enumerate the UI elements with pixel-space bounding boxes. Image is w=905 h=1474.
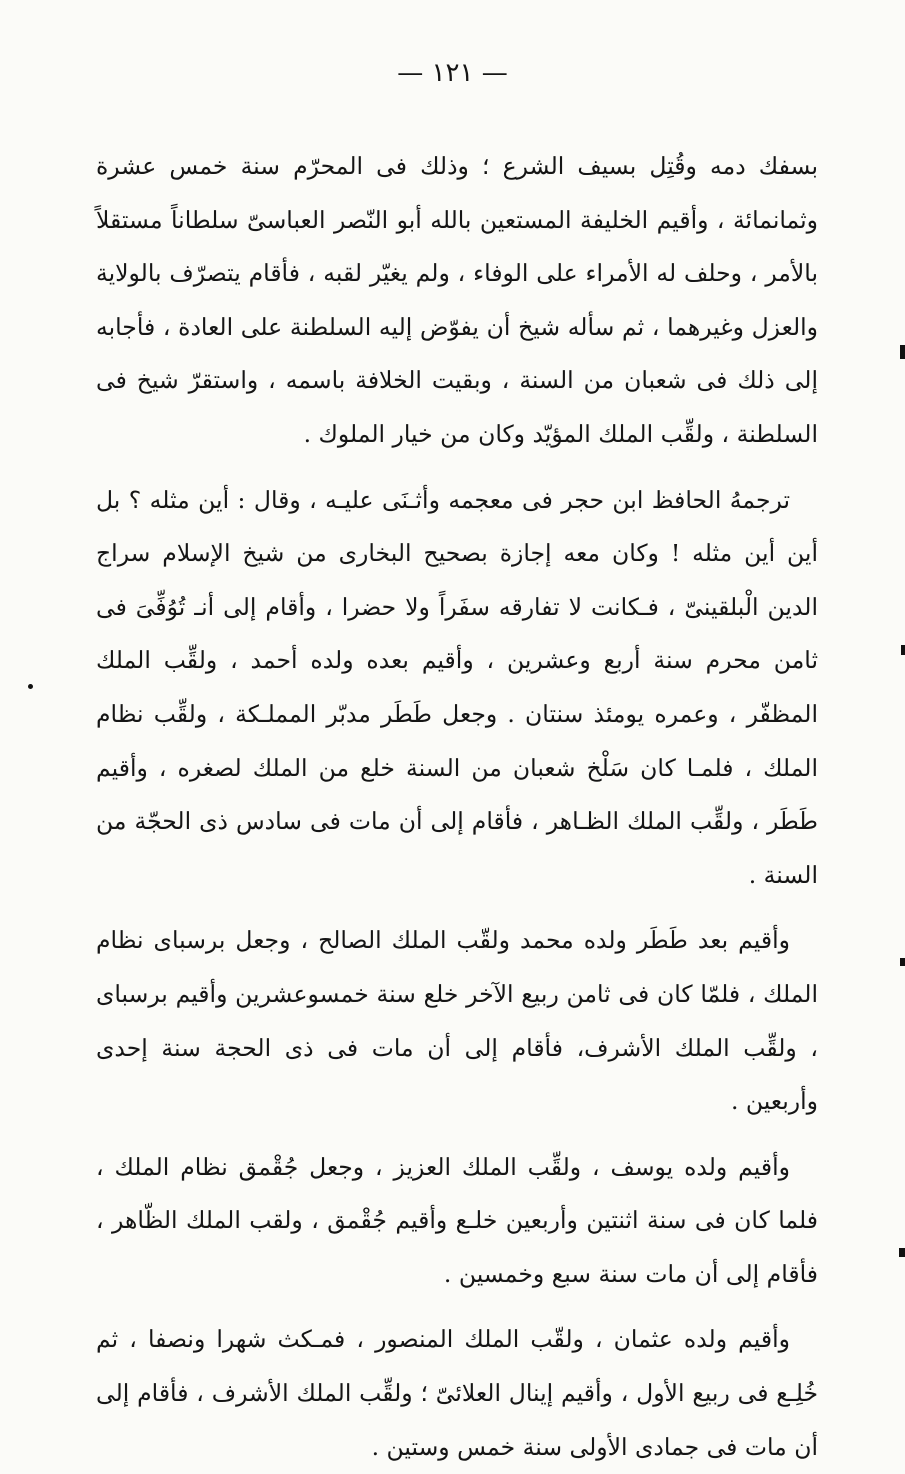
paragraph-3: وأقيم بعد طَطَر ولده محمد ولقّب الملك الصالح ، وجعل برسباى نظام الملك ، فلمّا كان فى ثامن ربيع الآخر خلع سنة خمسوعشرين وأقيم برسباى ، ولقِّب الملك الأشرف، فأقام إلى أن مات فى ذى الحجة سنة إحدى وأربعين . (96, 926, 818, 1116)
paragraph-4: وأقيم ولده يوسف ، ولقِّب الملك العزيز ، وجعل جُقْمق نظام الملك ، فلما كان فى سنة اثنتين وأربعين خلـع وأقيم جُقْمق ، ولقب الملك الظّاهر ، فأقام إلى أن مات سنة سبع وخمسين . (96, 1152, 818, 1288)
page-number: — ١٢١ — (397, 58, 508, 88)
scan-mark (900, 958, 905, 966)
paragraph-2: ترجمهُ الحافظ ابن حجر فى معجمه وأثـنَى عليـه ، وقال : أين مثله ؟ بل أين أين مثله ! وكان معه إجازة بصحيح البخارى من شيخ الإسلام سراج الدين الْبلقينىّ ، فـكانت لا تفارقه سفَراً ولا حضرا ، وأقام إلى أنـ تُوُفِّىَ فى ثامن محرم سنة أربع وعشرين ، وأقيم بعده ولده أحمد ، ولقِّب الملك المظفّر ، وعمره يومئذ سنتان . وجعل طَطَر مدبّر المملـكة ، ولقِّب نظام الملك ، فلمـا كان سَلْخ شعبان من السنة خلع من الملك لصغره ، وأقيم طَطَر ، ولقِّب الملك الظـاهر ، فأقام إلى أن مات فى سادس ذى الحجّة من السنة . (96, 485, 818, 889)
scan-mark (28, 684, 33, 689)
paragraph-1: بسفك دمه وقُتِل بسيف الشرع ؛ وذلك فى المحرّم سنة خمس عشرة وثمانمائة ، وأقيم الخليفة المستعين بالله أبو النّصر العباسىّ سلطاناً مستقلاً بالأمر ، وحلف له الأمراء على الوفاء ، ولم يغيّر لقبه ، فأقام يتصرّف بالولاية والعزل وغيرهما ، ثم سأله شيخ أن يفوّض إليه السلطنة على العادة ، فأجابه إلى ذلك فى شعبان من السنة ، وبقيت الخلافة باسمه ، واستقرّ شيخ فى السلطنة ، ولقِّب الملك المؤيّد وكان من خيار الملوك . (96, 152, 819, 448)
scan-mark (901, 645, 905, 655)
scan-mark (900, 345, 905, 359)
paragraph-5: وأقيم ولده عثمان ، ولقّب الملك المنصور ، فمـكث شهرا ونصفا ، ثم خُلِـع فى ربيع الأول ، وأقيم إينال العلائىّ ؛ ولقِّب الملك الأشرف ، فأقام إلى أن مات فى جمادى الأولى سنة خمس وستين . (96, 1325, 818, 1461)
body-text (96, 140, 818, 1474)
scan-mark (899, 1248, 905, 1257)
